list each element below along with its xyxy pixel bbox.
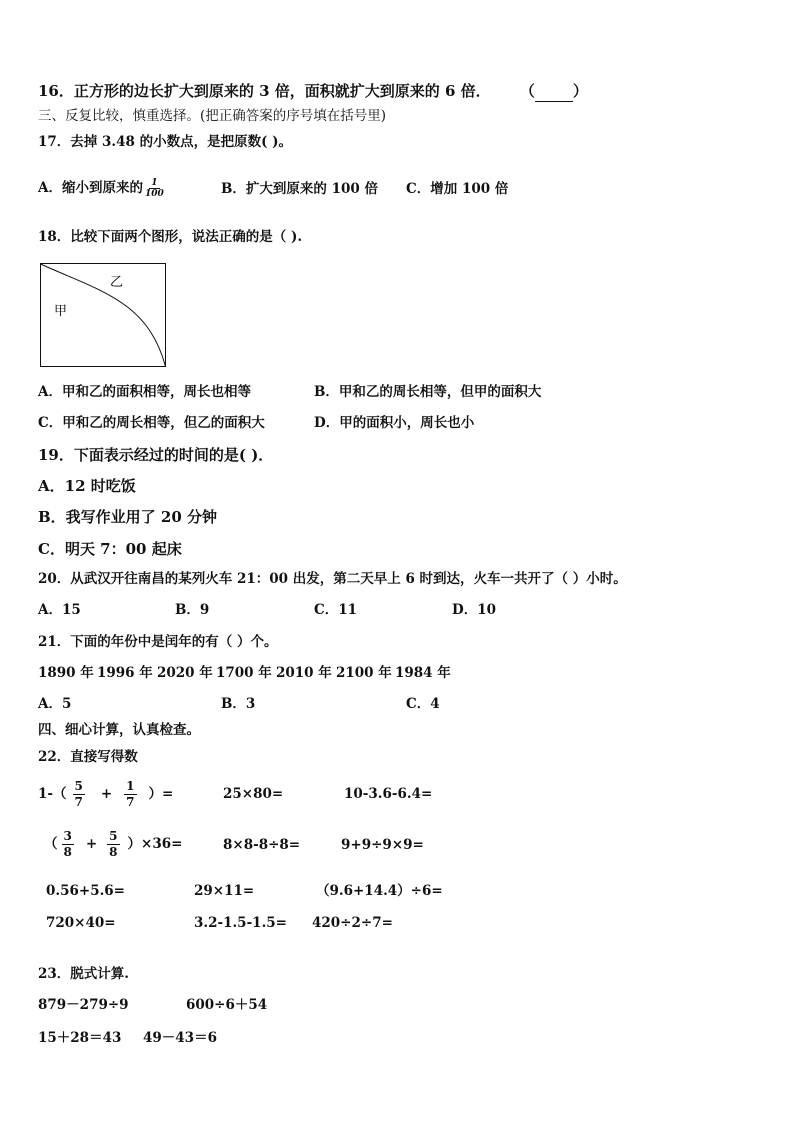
fraction-denominator: 100 <box>144 189 164 199</box>
year-item: 1890 年 <box>38 665 94 681</box>
question-19-option-b[interactable]: B．我写作业用了 20 分钟 <box>38 508 217 526</box>
calc-r4-a: 720×40= <box>46 915 116 931</box>
calc-r1-b: 25×80= <box>223 786 284 802</box>
question-17-text: 17．去掉 3.48 的小数点，是把原数( )。 <box>38 134 293 150</box>
calc-prefix: （ <box>44 836 58 852</box>
question-18-option-c[interactable]: C．甲和乙的周长相等，但乙的面积大 <box>38 415 265 431</box>
calc-r1-a <box>38 774 173 814</box>
calc-r2-c: 9+9÷9×9= <box>341 837 424 853</box>
question-19-option-a[interactable]: A．12 时吃饭 <box>38 477 136 495</box>
calc-r1-c: 10-3.6-6.4= <box>344 786 433 802</box>
question-22-text: 22．直接写得数 <box>38 749 138 765</box>
question-20-option-d[interactable]: D．10 <box>452 602 496 618</box>
question-16 <box>38 81 588 102</box>
figure-label-jia: 甲 <box>54 304 68 319</box>
question-20-option-b[interactable]: B．9 <box>175 602 210 618</box>
year-item: 1996 年 <box>97 665 153 681</box>
question-20-text: 20．从武汉开往南昌的某列火车 21：00 出发，第二天早上 6 时到达，火车一共开了（ ）小时。 <box>38 571 627 587</box>
fraction-denominator: 8 <box>63 844 72 859</box>
fraction-denominator: 8 <box>109 844 118 859</box>
expression-2: 600÷6＋54 <box>186 997 268 1013</box>
question-20-option-a[interactable]: A．15 <box>38 602 81 618</box>
calc-r4-b: 3.2-1.5-1.5= <box>194 915 287 931</box>
fraction-numerator: 5 <box>74 778 83 793</box>
fraction-numerator: 3 <box>63 828 72 843</box>
expression-1: 879－279÷9 <box>38 997 129 1013</box>
figure-label-yi: 乙 <box>110 275 124 290</box>
year-item: 2100 年 <box>336 665 392 681</box>
fraction-denominator: 7 <box>74 794 83 809</box>
question-17-option-c[interactable]: C．增加 100 倍 <box>406 181 509 197</box>
section-4-heading: 四、细心计算，认真检查。 <box>38 722 200 738</box>
question-21-option-a[interactable]: A．5 <box>38 696 72 712</box>
question-21-option-c[interactable]: C．4 <box>406 696 440 712</box>
calc-r2-a <box>44 824 182 864</box>
fraction-numerator: 1 <box>126 778 135 793</box>
fraction-numerator: 5 <box>109 828 118 843</box>
calc-suffix: ）= <box>148 786 174 802</box>
answer-paren-open: （ <box>519 82 535 100</box>
question-18-text: 18．比较下面两个图形，说法正确的是（ ). <box>38 229 303 245</box>
answer-blank[interactable] <box>535 81 573 102</box>
calc-suffix: ）×36= <box>127 836 183 852</box>
fraction-numerator: 1 <box>151 178 158 188</box>
expression-3: 15＋28＝43 <box>38 1030 122 1046</box>
calc-r3-a: 0.56+5.6= <box>46 883 125 899</box>
question-20-option-c[interactable]: C．11 <box>314 602 358 618</box>
question-18-option-a[interactable]: A．甲和乙的面积相等，周长也相等 <box>38 384 251 400</box>
question-16-text: 16．正方形的边长扩大到原来的 3 倍，面积就扩大到原来的 6 倍． <box>38 82 491 100</box>
fraction-1-7 <box>124 779 136 810</box>
fraction-5-8 <box>107 829 119 860</box>
calc-r3-b: 29×11= <box>194 883 255 899</box>
calc-r3-c: （9.6+14.4）÷6= <box>316 883 443 899</box>
fraction-denominator: 7 <box>126 794 135 809</box>
option-a-text: A．缩小到原来的 <box>38 180 143 196</box>
year-item: 2020 年 <box>157 665 213 681</box>
question-23-text: 23．脱式计算. <box>38 966 129 982</box>
year-item: 2010 年 <box>276 665 332 681</box>
calc-r4-c: 420÷2÷7= <box>312 915 393 931</box>
fraction-3-8 <box>62 829 74 860</box>
rectangle-with-curve-figure <box>40 263 166 367</box>
question-19-option-c[interactable]: C．明天 7：00 起床 <box>38 540 182 558</box>
question-19-text: 19．下面表示经过的时间的是( )． <box>38 446 274 464</box>
calc-prefix: 1-（ <box>38 786 67 802</box>
year-item: 1700 年 <box>216 665 272 681</box>
plus-sign: + <box>100 786 113 802</box>
question-17-option-b[interactable]: B．扩大到原来的 100 倍 <box>221 181 378 197</box>
question-18-option-b[interactable]: B．甲和乙的周长相等，但甲的面积大 <box>314 384 542 400</box>
question-21-text: 21．下面的年份中是闰年的有（ ）个。 <box>38 634 278 650</box>
answer-paren-close: ） <box>572 82 588 100</box>
calc-r2-b: 8×8-8÷8= <box>223 837 301 853</box>
section-3-heading: 三、反复比较，慎重选择。(把正确答案的序号填在括号里) <box>38 108 387 124</box>
fraction-one-hundredth <box>145 178 164 199</box>
question-17-option-a[interactable] <box>38 178 166 199</box>
fraction-5-7 <box>73 779 85 810</box>
plus-sign: + <box>85 836 98 852</box>
question-21-option-b[interactable]: B．3 <box>221 696 256 712</box>
year-item: 1984 年 <box>395 665 451 681</box>
question-18-option-d[interactable]: D．甲的面积小，周长也小 <box>314 415 475 431</box>
expression-4: 49－43＝6 <box>143 1030 217 1046</box>
